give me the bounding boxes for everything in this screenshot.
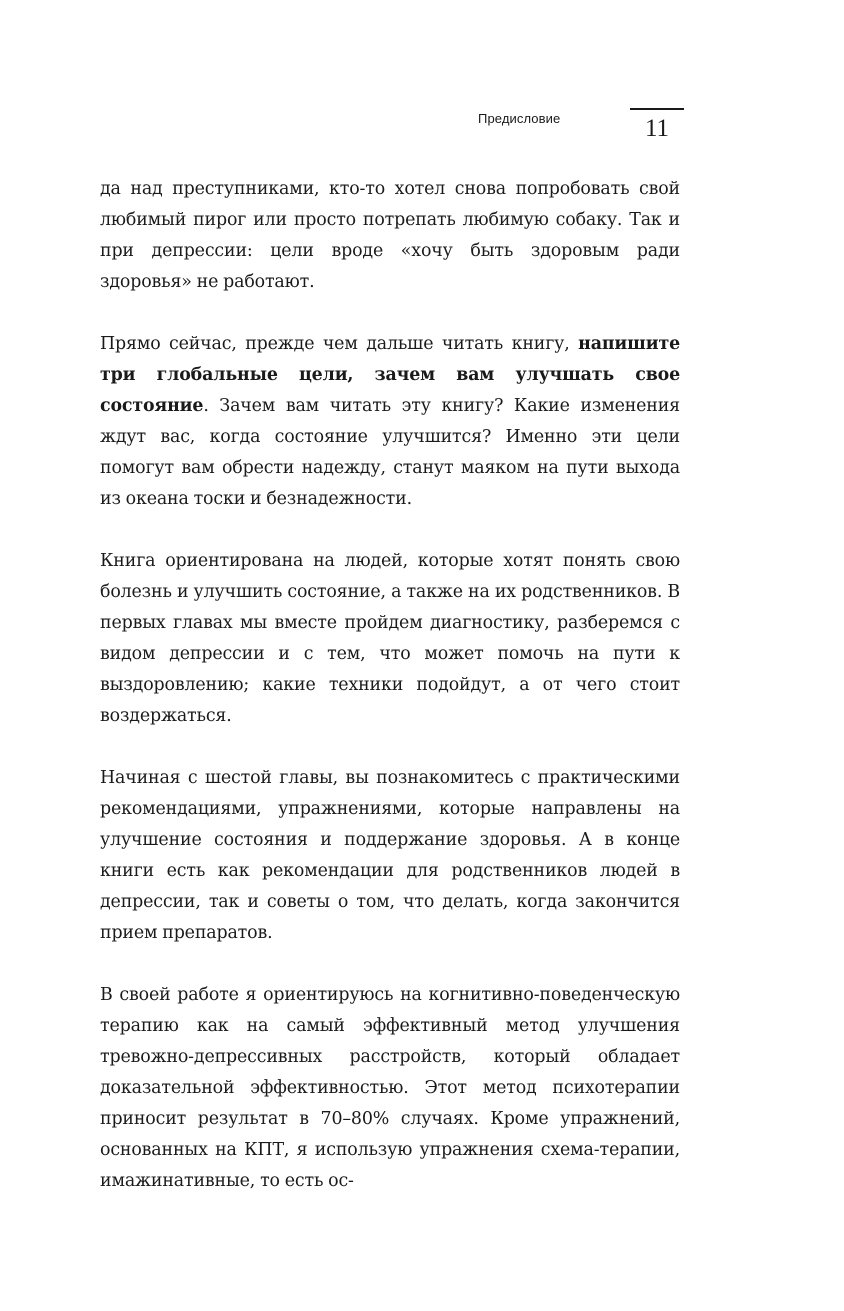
paragraph-text: Книга ориентирована на людей, которые хотят понять свою болезнь и улучшить состояние, а также на их родственников. В первых главах мы вместе пройдем диагностику, разберемся с видом депрессии и с тем, что может помочь на пути к выздоровлению; какие техники подойдут, а от чего стоит воздержаться. [100, 551, 680, 726]
header-rule [630, 108, 684, 110]
paragraph-text: В своей работе я ориентируюсь на когнитивно-поведенческую терапию как на самый эффективный метод улучшения тревожно-депрессивных расстройств, который обладает доказательной эффективностью. Этот метод психотерапии приносит результат в 70–80% случаях. Кроме упражнений, основанных на КПТ, я использую упражнения схема-терапии, имажинативные, то есть ос- [100, 985, 680, 1191]
emphasized-text: напишите три глобальные цели, зачем вам улучшать свое состояние [100, 334, 680, 416]
paragraph-4 [100, 763, 680, 949]
body-text [100, 174, 680, 1197]
paragraph-text: Прямо сейчас, прежде чем дальше читать книгу, [100, 334, 579, 354]
paragraph-text: да над преступниками, кто-то хотел снова попробовать свой любимый пирог или просто потрепать любимую собаку. Так и при депрессии: цели вроде «хочу быть здоровым ради здоровья» не работают. [100, 179, 680, 292]
paragraph-2 [100, 329, 680, 515]
paragraph-5 [100, 980, 680, 1197]
paragraph-1 [100, 174, 680, 298]
page-number: 11 [644, 115, 670, 142]
section-title: Предисловие [478, 111, 561, 126]
paragraph-text-continued: . Зачем вам читать эту книгу? Какие изменения ждут вас, когда состояние улучшится? Именно эти цели помогут вам обрести надежду, станут маяком на пути выхода из океана тоски и безнадежности. [100, 396, 680, 509]
paragraph-text: Начиная с шестой главы, вы познакомитесь с практическими рекомендациями, упражнениями, которые направлены на улучшение состояния и поддержание здоровья. А в конце книги есть как рекомендации для родственников людей в депрессии, так и советы о том, что делать, когда закончится прием препаратов. [100, 768, 680, 943]
paragraph-3 [100, 546, 680, 732]
running-header [470, 108, 682, 148]
